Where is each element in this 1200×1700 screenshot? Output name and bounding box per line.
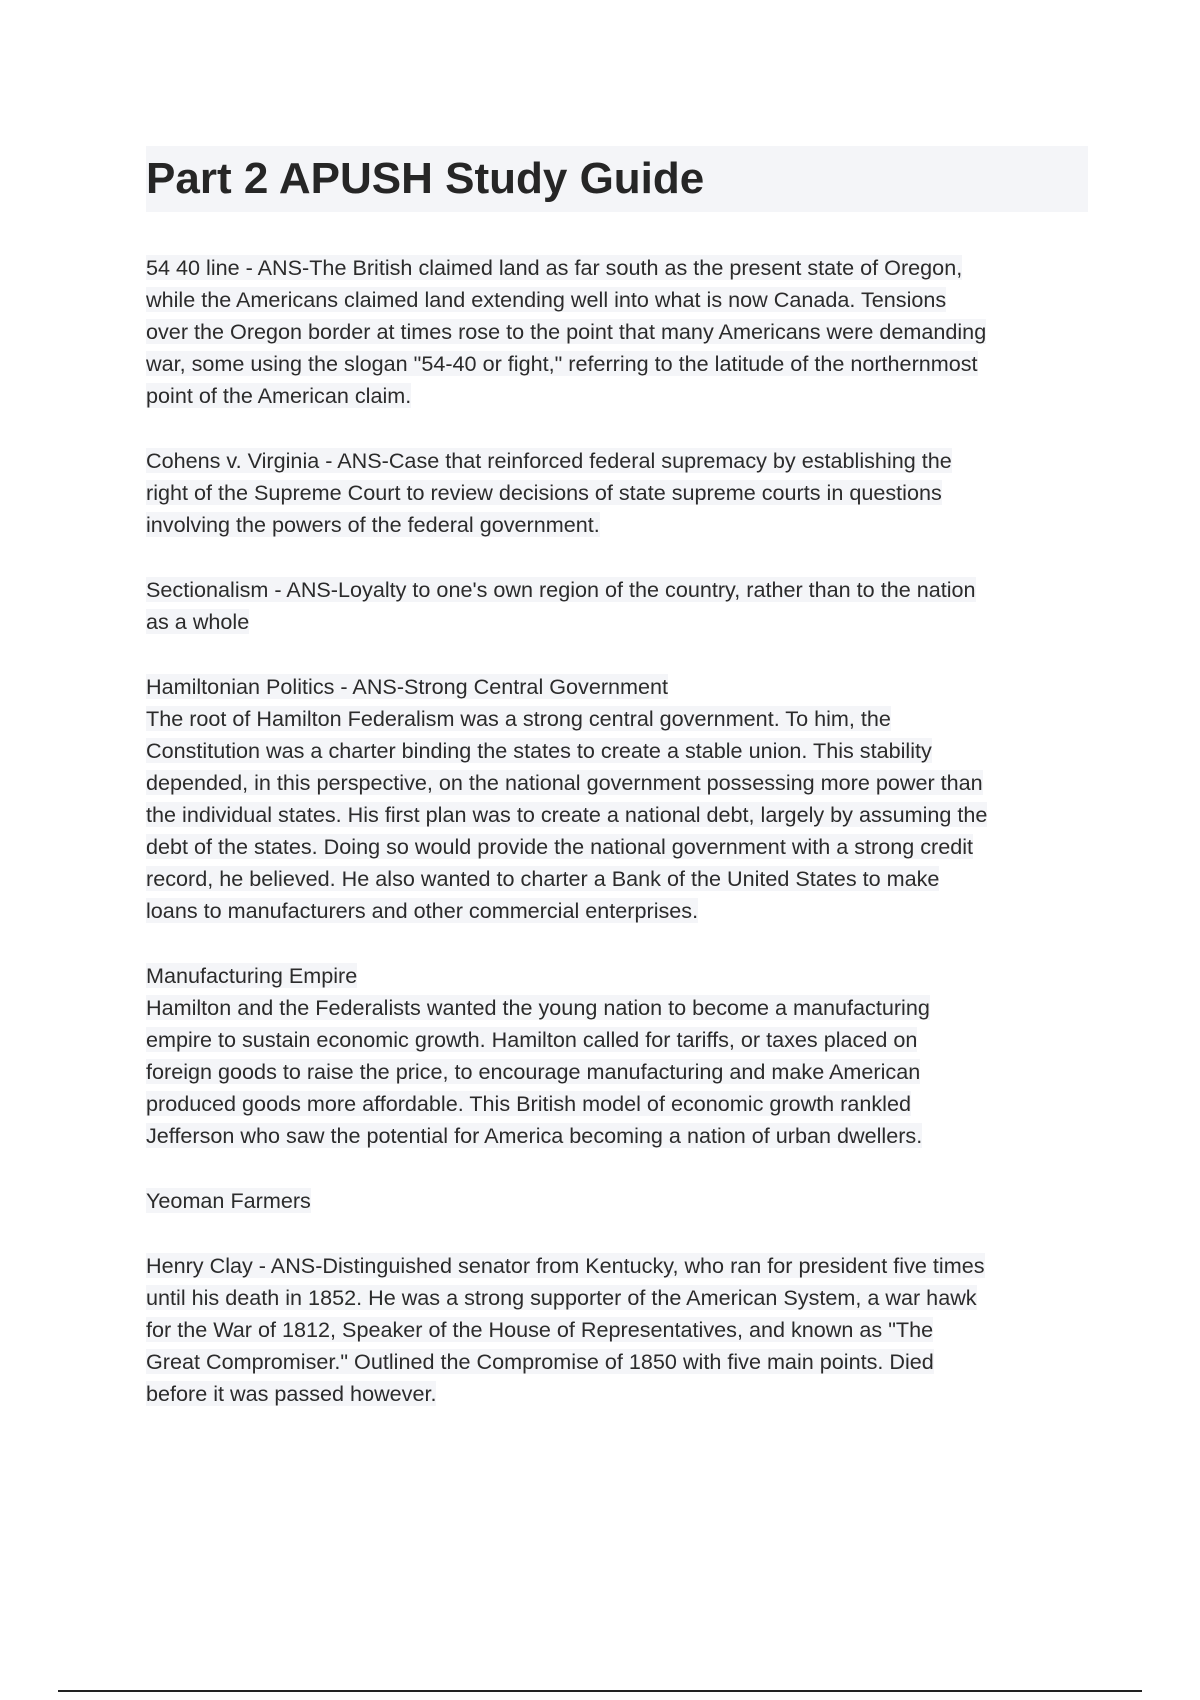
entry-line: before it was passed however. bbox=[146, 1381, 437, 1406]
entry-line: loans to manufacturers and other commercial enterprises. bbox=[146, 898, 699, 923]
entry-line: Constitution was a charter binding the states to create a stable union. This stability bbox=[146, 738, 932, 763]
entry-54-40-line bbox=[146, 252, 1088, 412]
entry-line: the individual states. His first plan was to create a national debt, largely by assuming the bbox=[146, 802, 988, 827]
entry-line: produced goods more affordable. This British model of economic growth rankled bbox=[146, 1091, 911, 1116]
entry-line: Great Compromiser." Outlined the Compromise of 1850 with five main points. Died bbox=[146, 1349, 934, 1374]
entry-manufacturing-empire bbox=[146, 960, 1088, 1152]
entry-line: point of the American claim. bbox=[146, 383, 412, 408]
entry-line: record, he believed. He also wanted to charter a Bank of the United States to make bbox=[146, 866, 940, 891]
entry-line: debt of the states. Doing so would provide the national government with a strong credit bbox=[146, 834, 974, 859]
entry-line: over the Oregon border at times rose to the point that many Americans were demanding bbox=[146, 319, 987, 344]
entry-line: until his death in 1852. He was a strong supporter of the American System, a war hawk bbox=[146, 1285, 977, 1310]
entry-line: as a whole bbox=[146, 609, 250, 634]
entry-line: Jefferson who saw the potential for America becoming a nation of urban dwellers. bbox=[146, 1123, 923, 1148]
document-page bbox=[146, 146, 1088, 1443]
page-title: Part 2 APUSH Study Guide bbox=[146, 146, 1088, 212]
entry-line: involving the powers of the federal government. bbox=[146, 512, 600, 537]
entry-line: Yeoman Farmers bbox=[146, 1188, 311, 1213]
entry-yeoman-farmers bbox=[146, 1185, 1088, 1217]
entry-line: 54 40 line - ANS-The British claimed land as far south as the present state of Oregon, bbox=[146, 255, 963, 280]
entry-cohens-v-virginia bbox=[146, 445, 1088, 541]
entry-line: Henry Clay - ANS-Distinguished senator from Kentucky, who ran for president five times bbox=[146, 1253, 985, 1278]
footer-divider bbox=[58, 1690, 1142, 1692]
entry-line: Hamilton and the Federalists wanted the young nation to become a manufacturing bbox=[146, 995, 930, 1020]
entry-line: right of the Supreme Court to review decisions of state supreme courts in questions bbox=[146, 480, 942, 505]
entry-line: depended, in this perspective, on the national government possessing more power than bbox=[146, 770, 983, 795]
entry-line: war, some using the slogan "54-40 or fight," referring to the latitude of the northernmost bbox=[146, 351, 978, 376]
entry-line: Hamiltonian Politics - ANS-Strong Central Government bbox=[146, 674, 669, 699]
entry-line: Sectionalism - ANS-Loyalty to one's own region of the country, rather than to the nation bbox=[146, 577, 976, 602]
entry-line: Cohens v. Virginia - ANS-Case that reinforced federal supremacy by establishing the bbox=[146, 448, 952, 473]
entry-line: Manufacturing Empire bbox=[146, 963, 358, 988]
entry-line: The root of Hamilton Federalism was a strong central government. To him, the bbox=[146, 706, 891, 731]
entry-henry-clay bbox=[146, 1250, 1088, 1410]
entry-line: empire to sustain economic growth. Hamilton called for tariffs, or taxes placed on bbox=[146, 1027, 918, 1052]
entry-hamiltonian-politics bbox=[146, 671, 1088, 927]
entry-line: while the Americans claimed land extending well into what is now Canada. Tensions bbox=[146, 287, 947, 312]
entry-sectionalism bbox=[146, 574, 1088, 638]
entry-line: foreign goods to raise the price, to encourage manufacturing and make American bbox=[146, 1059, 921, 1084]
entry-line: for the War of 1812, Speaker of the House of Representatives, and known as "The bbox=[146, 1317, 934, 1342]
